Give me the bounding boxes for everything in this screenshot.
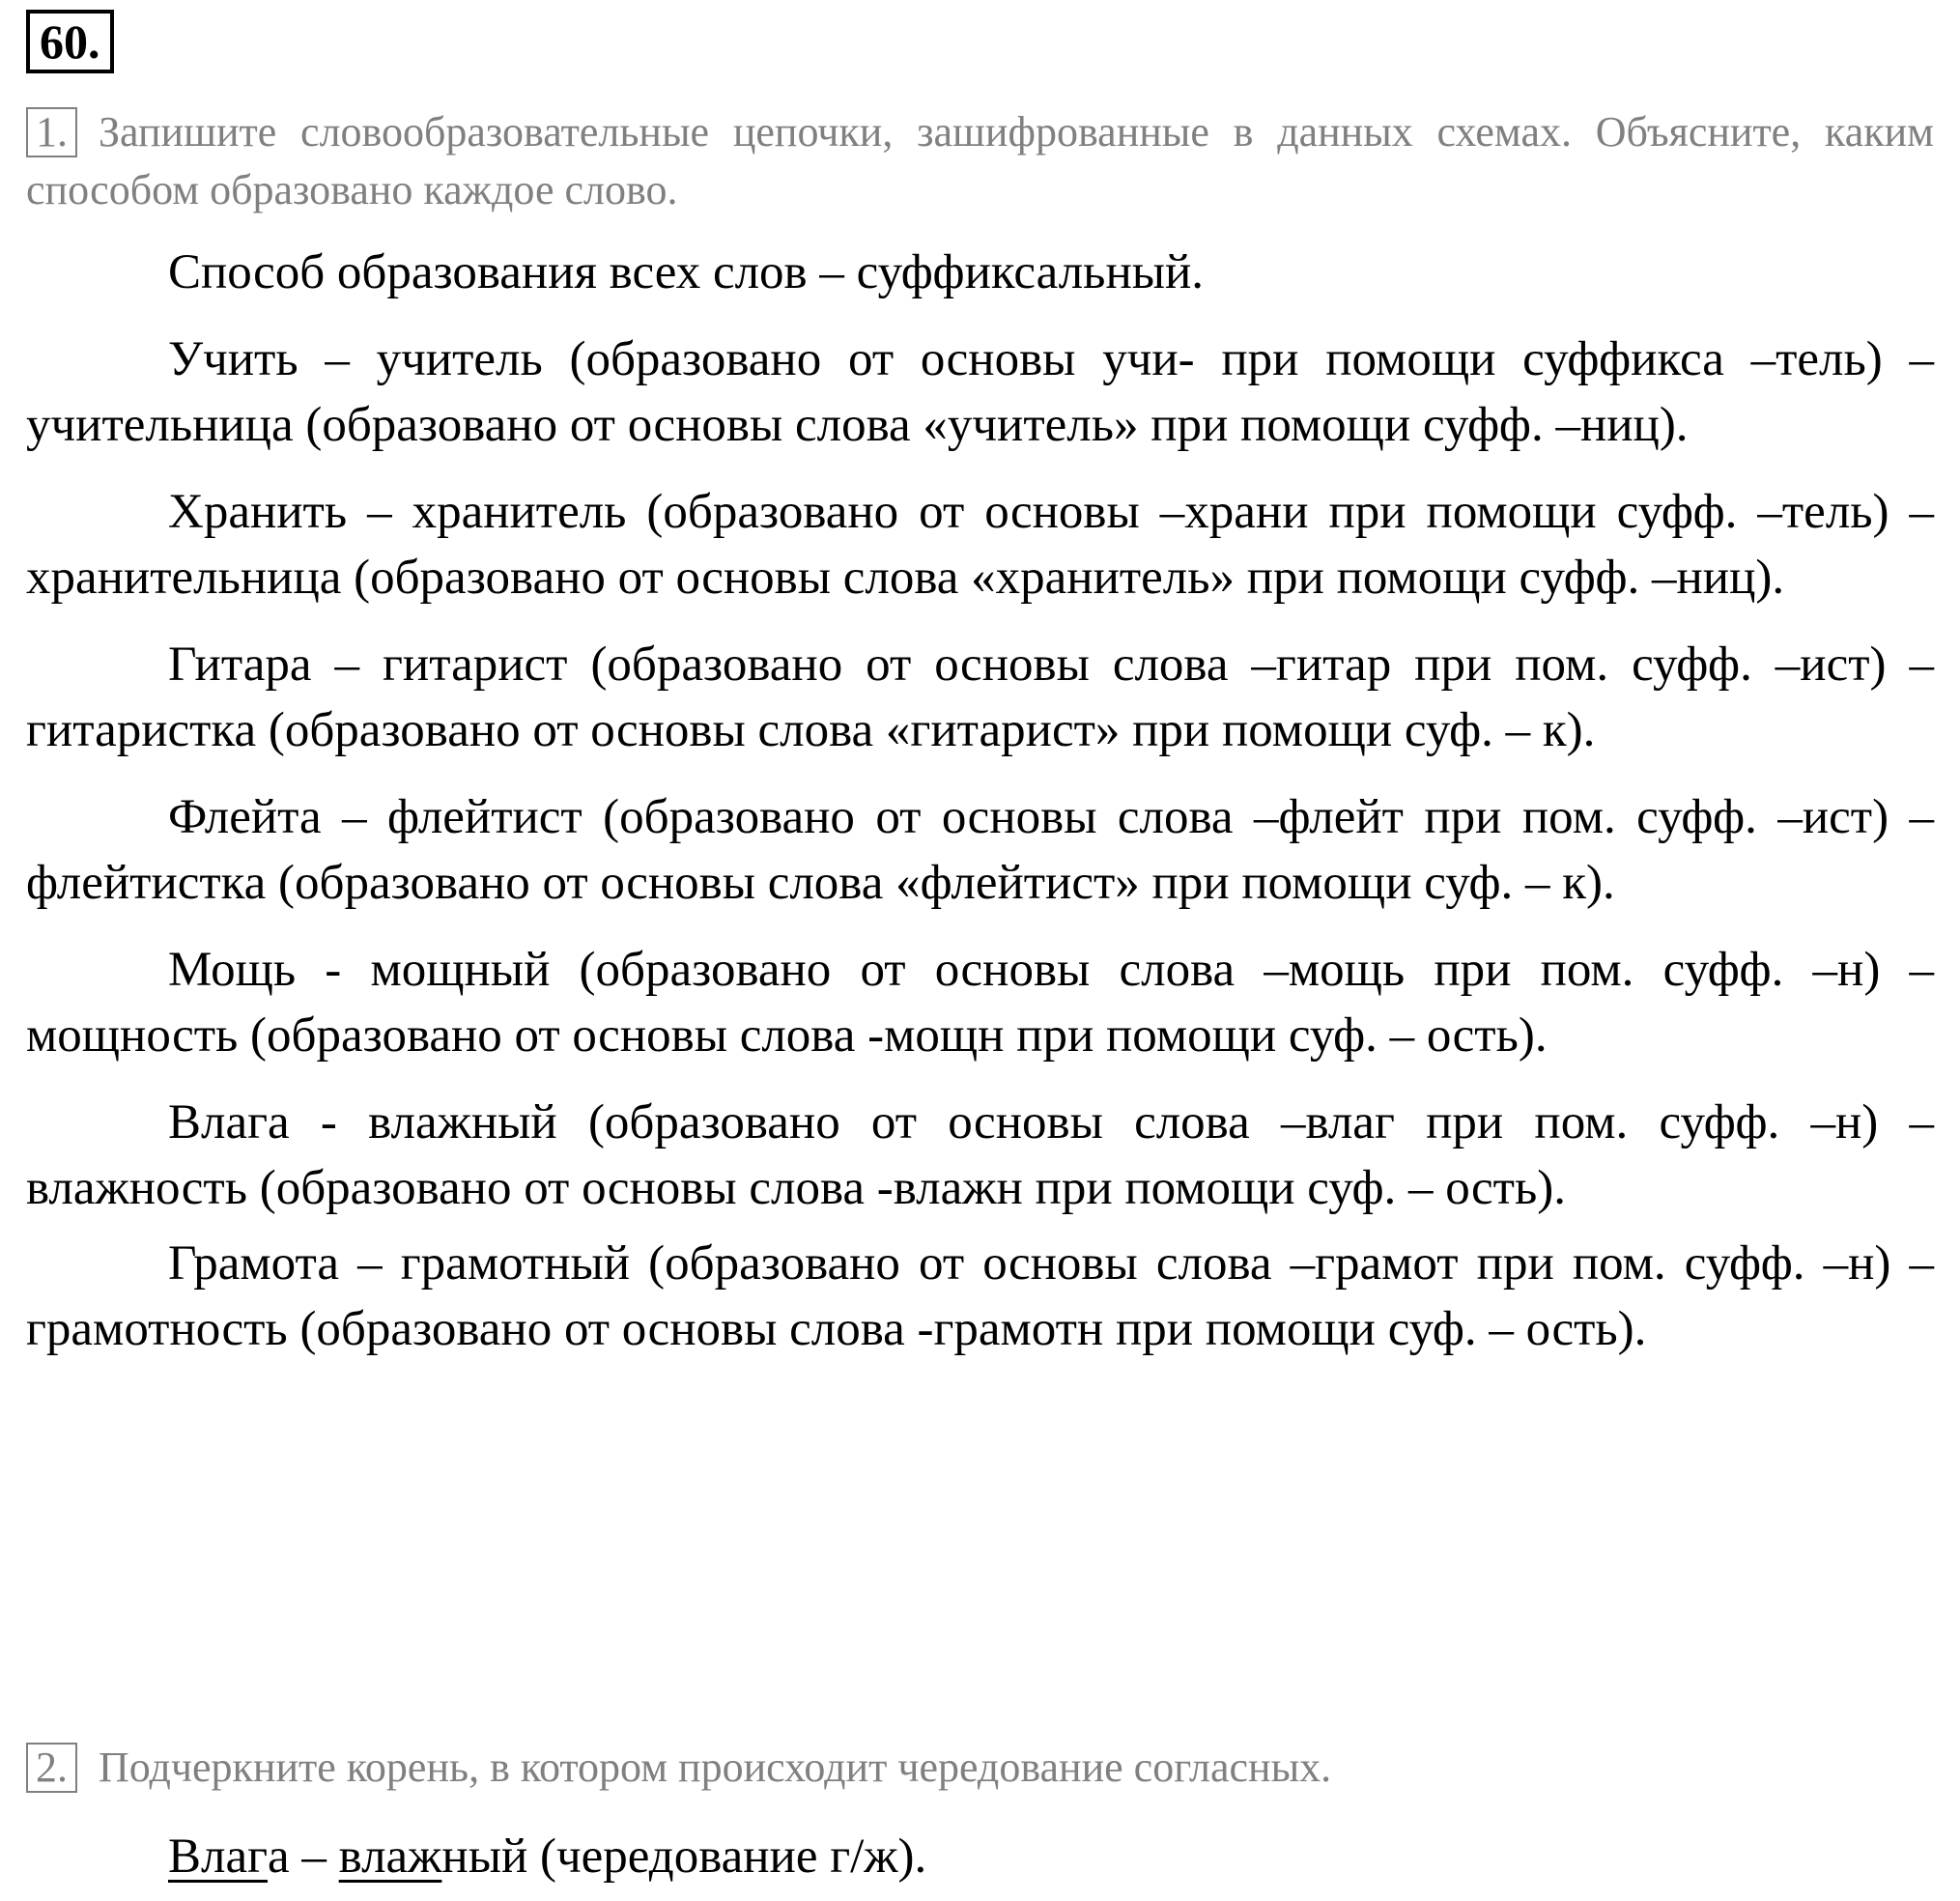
task-1-instruction <box>26 103 1934 219</box>
underlined-root-1: Влаг <box>168 1830 269 1884</box>
answer-2 <box>26 1824 1934 1889</box>
exercise-number: 60. <box>26 10 114 73</box>
alternation-note: (чередование г/ж). <box>527 1830 927 1884</box>
underlined-root-2: влаж <box>338 1830 442 1884</box>
answer-summary: Способ образования всех слов – суффиксальный. <box>168 245 1205 299</box>
answer-paragraph: Хранить – хранитель (образовано от основы –храни при помощи суфф. –тель) – хранительница (образовано от основы слова «хранитель» при помощи суфф. –ниц). <box>26 485 1934 605</box>
answer-paragraph: Учить – учитель (образовано от основы учи- при помощи суффикса –тель) – учительница (образовано от основы слова «учитель» при помощи суфф. –ниц). <box>26 332 1934 452</box>
dash: – <box>289 1830 339 1884</box>
answer-paragraph: Гитара – гитарист (образовано от основы слова –гитар при пом. суфф. –ист) – гитаристка (образовано от основы слова «гитарист» при помощи суф. – к). <box>26 638 1934 757</box>
task-2-instruction <box>26 1739 1934 1797</box>
word-1-ending: а <box>268 1830 290 1884</box>
answer-1 <box>26 240 1934 1362</box>
word-2-ending: ный <box>441 1830 528 1884</box>
answer-paragraph: Влага - влажный (образовано от основы слова –влаг при пом. суфф. –н) – влажность (образовано от основы слова -влажн при помощи суф. – ость). <box>26 1095 1934 1215</box>
task-1-text: Запишите словообразовательные цепочки, зашифрованные в данных схемах. Объясните, каким способом образовано каждое слово. <box>26 108 1934 213</box>
answer-paragraph: Флейта – флейтист (образовано от основы слова –флейт при пом. суфф. –ист) – флейтистка (образовано от основы слова «флейтист» при помощи суф. – к). <box>26 790 1934 910</box>
answer-2-line <box>26 1824 1934 1889</box>
task-2-text: Подчеркните корень, в котором происходит чередование согласных. <box>99 1744 1332 1791</box>
task-1-number: 1. <box>26 107 77 157</box>
answer-paragraph: Грамота – грамотный (образовано от основы слова –грамот при пом. суфф. –н) – грамотность (образовано от основы слова -грамотн при помощи суф. – ость). <box>26 1236 1934 1356</box>
answer-paragraph: Мощь - мощный (образовано от основы слова –мощь при пом. суфф. –н) – мощность (образовано от основы слова -мощн при помощи суф. – ость). <box>26 943 1934 1063</box>
task-2-number: 2. <box>26 1743 77 1793</box>
